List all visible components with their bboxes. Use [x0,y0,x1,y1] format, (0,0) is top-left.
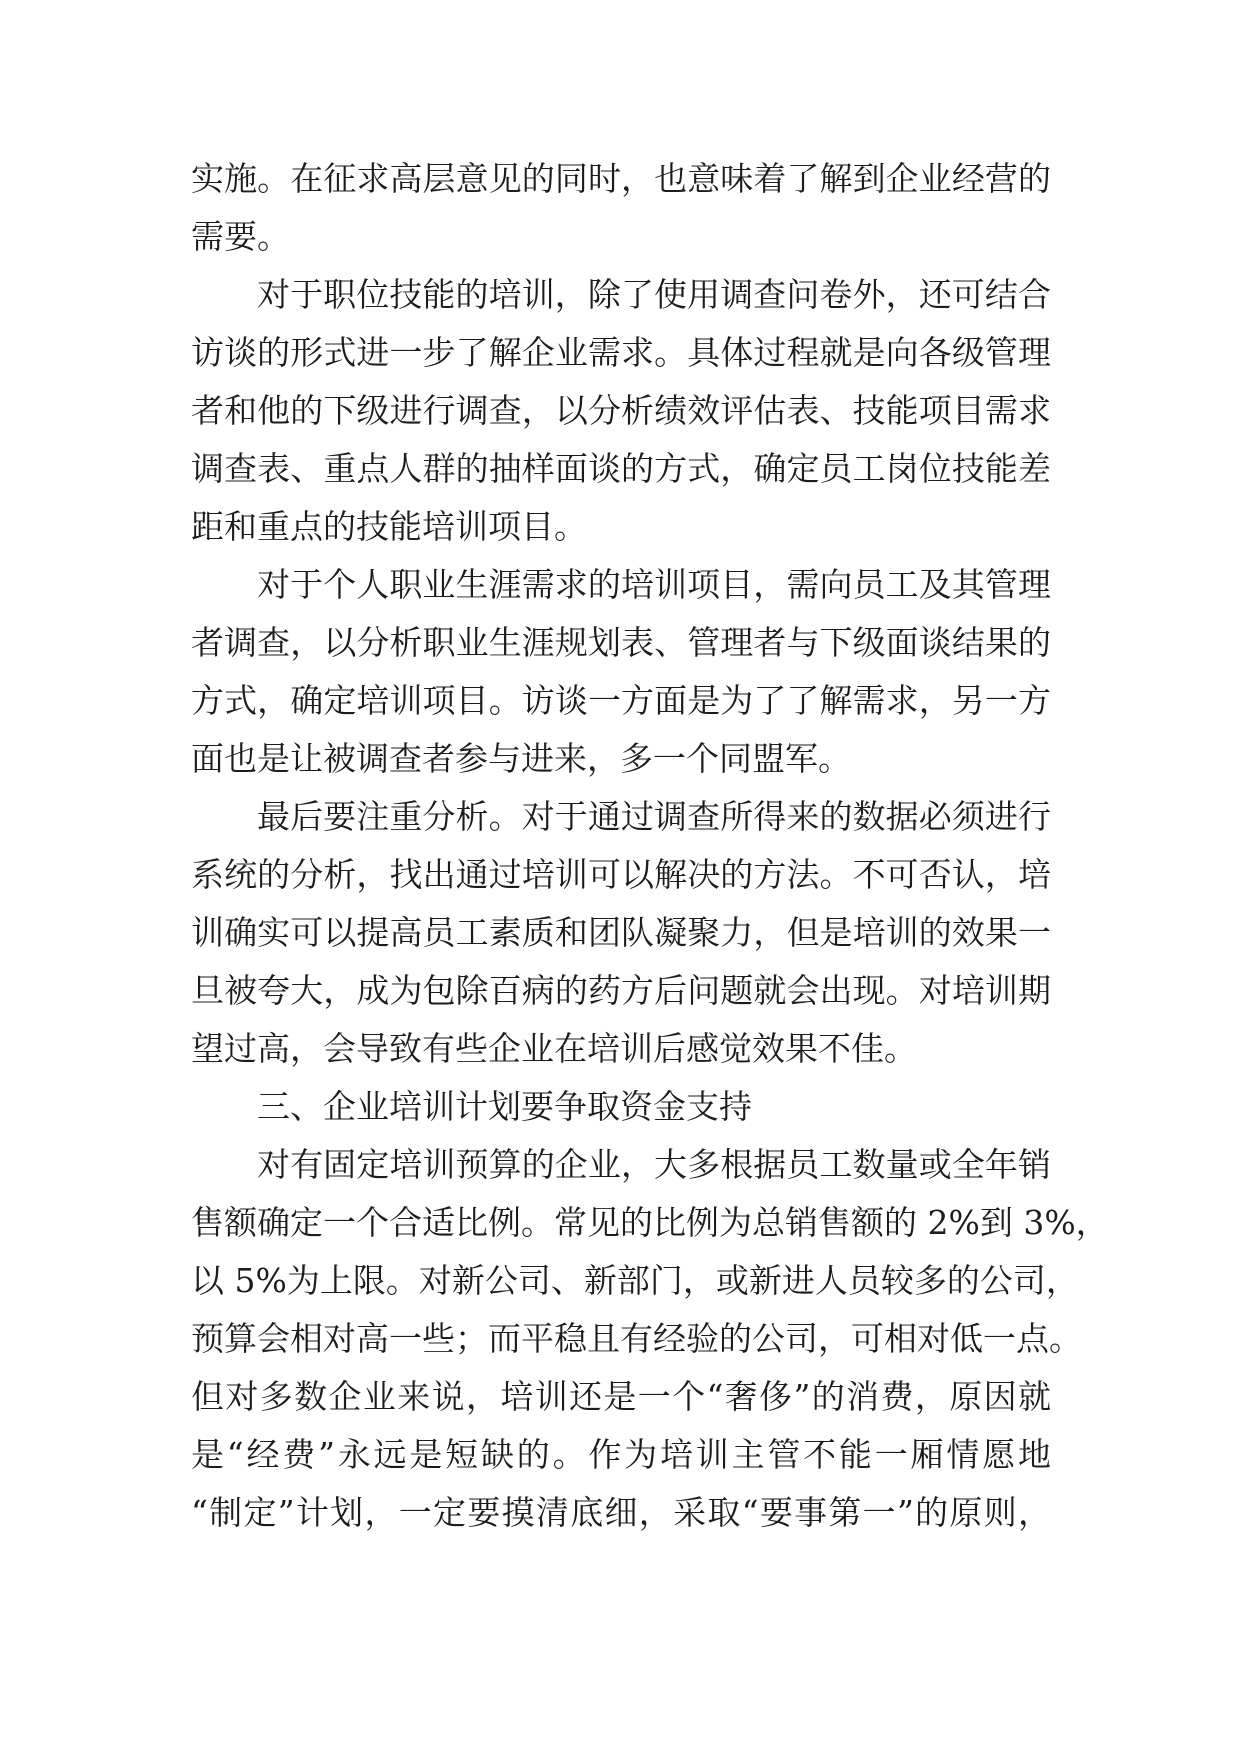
paragraph-first-line: 对有固定培训预算的企业，大多根据员工数量或全年销 [257,1145,1051,1184]
text-line: 距和重点的技能培训项目。 [191,507,587,546]
paragraph-first-line: 最后要注重分析。对于通过调查所得来的数据必须进行 [257,797,1051,836]
text-line: 访谈的形式进一步了解企业需求。具体过程就是向各级管理 [191,333,1051,372]
text-line: 系统的分析，找出通过培训可以解决的方法。不可否认，培 [191,855,1051,894]
text-line: “制定”计划，一定要摸清底细，采取“要事第一”的原则， [191,1493,1051,1532]
text-line: 实施。在征求高层意见的同时，也意味着了解到企业经营的 [191,159,1051,198]
text-line: 训确实可以提高员工素质和团队凝聚力，但是培训的效果一 [191,913,1051,952]
text-line: 售额确定一个合适比例。常见的比例为总销售额的 2%到 3%， [191,1203,1109,1242]
text-line: 以 5%为上限。对新公司、新部门，或新进人员较多的公司， [191,1261,1079,1300]
text-line: 但对多数企业来说，培训还是一个“奢侈”的消费，原因就 [191,1377,1051,1416]
text-line: 旦被夸大，成为包除百病的药方后问题就会出现。对培训期 [191,971,1051,1010]
text-line: 调查表、重点人群的抽样面谈的方式，确定员工岗位技能差 [191,449,1051,488]
text-line: 者和他的下级进行调查，以分析绩效评估表、技能项目需求 [191,391,1051,430]
paragraph-first-line: 对于职位技能的培训，除了使用调查问卷外，还可结合 [257,275,1051,314]
paragraph-first-line: 对于个人职业生涯需求的培训项目，需向员工及其管理 [257,565,1051,604]
text-line: 者调查，以分析职业生涯规划表、管理者与下级面谈结果的 [191,623,1051,662]
text-line: 预算会相对高一些；而平稳且有经验的公司，可相对低一点。 [191,1319,1082,1358]
paragraph-first-line: 三、企业培训计划要争取资金支持 [257,1087,752,1126]
document-body [191,150,1109,1542]
text-line: 望过高，会导致有些企业在培训后感觉效果不佳。 [191,1029,917,1068]
text-line: 方式，确定培训项目。访谈一方面是为了了解需求，另一方 [191,681,1051,720]
text-line: 是“经费”永远是短缺的。作为培训主管不能一厢情愿地 [191,1435,1051,1474]
text-line: 面也是让被调查者参与进来，多一个同盟军。 [191,739,851,778]
text-line: 需要。 [191,217,290,256]
